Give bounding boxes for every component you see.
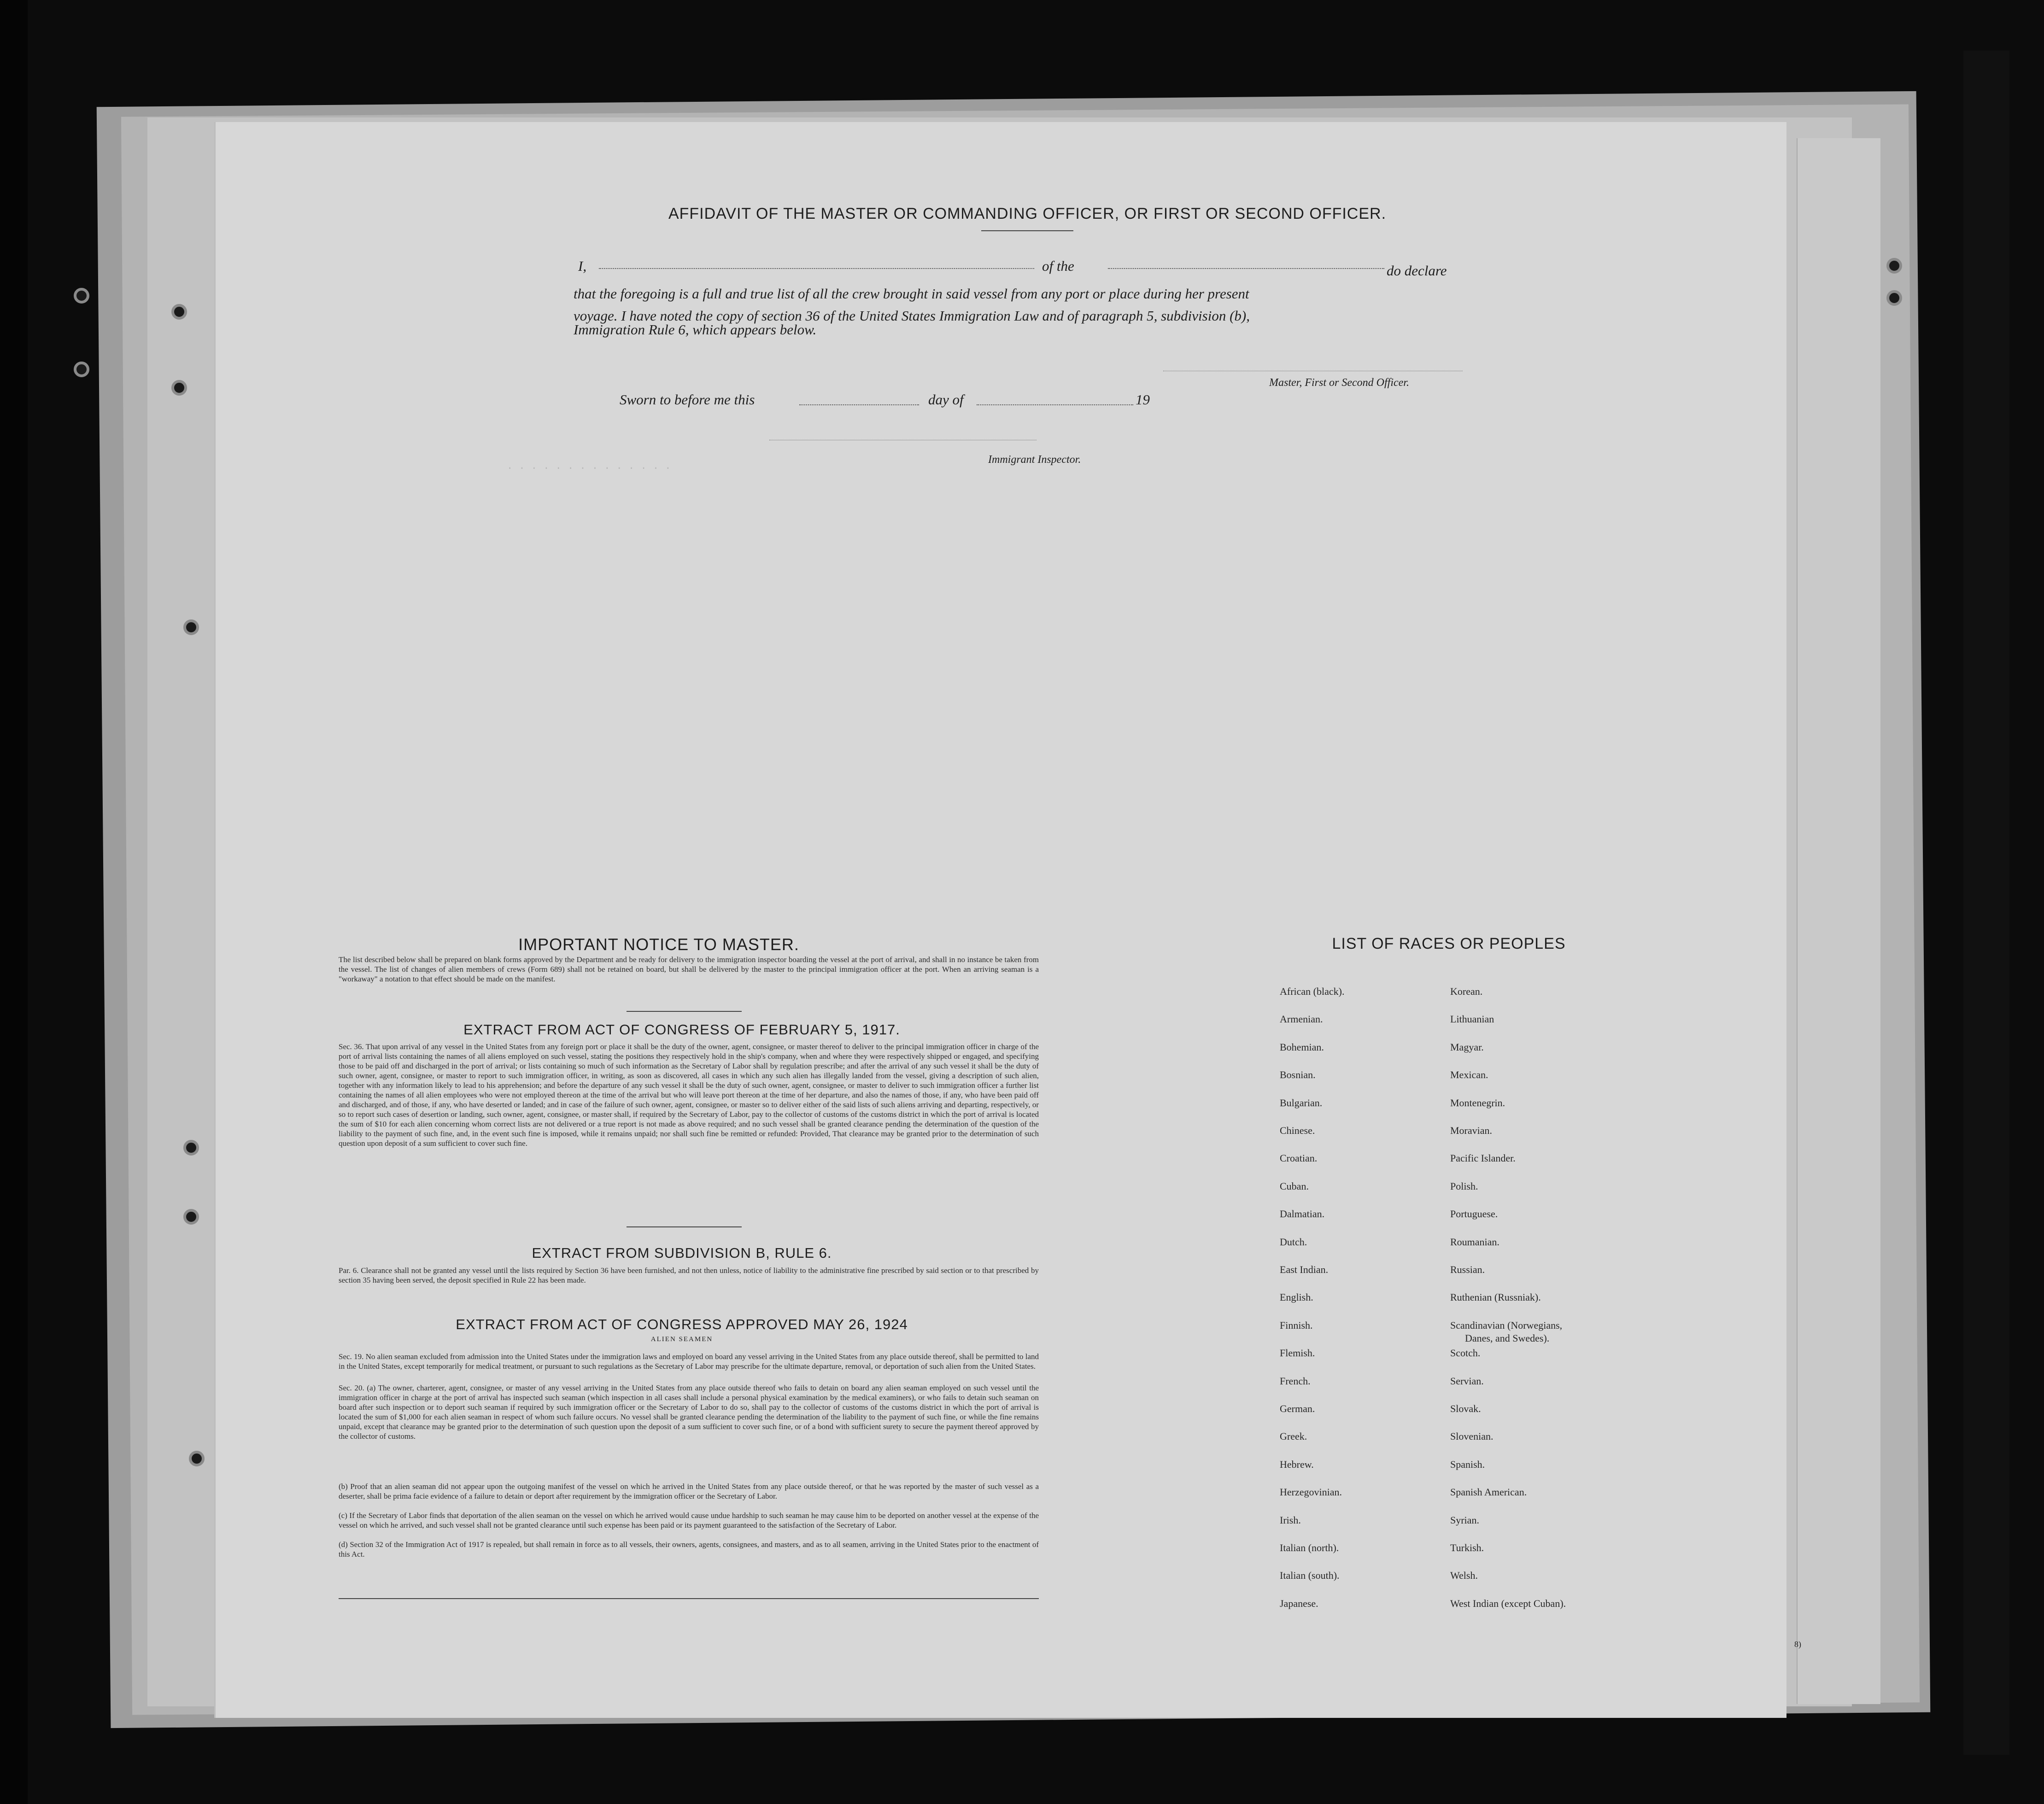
underlying-page-strip bbox=[1797, 138, 1880, 1704]
vessel-name-field[interactable] bbox=[1108, 268, 1384, 269]
race-item: Lithuanian bbox=[1450, 1013, 1494, 1025]
declarant-label: I, bbox=[578, 258, 587, 274]
race-item: Russian. bbox=[1450, 1264, 1485, 1275]
race-item: West Indian (except Cuban). bbox=[1450, 1597, 1566, 1609]
bottom-rule bbox=[339, 1598, 1039, 1599]
race-item: Finnish. bbox=[1280, 1319, 1313, 1331]
races-title: LIST OF RACES OR PEOPLES bbox=[1332, 935, 1566, 952]
race-item: Welsh. bbox=[1450, 1570, 1478, 1582]
punch-hole-icon bbox=[1886, 290, 1902, 306]
extract-1917-body: Sec. 36. That upon arrival of any vessel in the United States from any foreign port or place it shall be the duty of the owner, agent, consignee, or master thereof to deliver to the principal immigration officer in charge of the port of arrival lists containing the names of all aliens employed on such vessel, stating the positions they respectively hold in the ship's company, when and where they were respectively shipped or engaged, and specifying those to be paid off and discharged in the port of arrival; or lists containing so much of such information as the Secretary of Labor shall by regulation prescribe; and after the arrival of any such vessel it shall be the duty of such owner, agent, consignee, or master to report to such immigration officer, in writing, as soon as discovered, all cases in which any such alien has illegally landed from the vessel, giving a description of such alien, together with any information likely to lead to his apprehension; and before the departure of any such vessel it shall be the duty of such owner, agent, consignee, or master to deliver to such immigration officer a further list containing the names of all alien employees who were not employed thereon at the time of the arrival but who will leave port thereon at the time of her departure, and also the names of those, if any, who have been paid off and discharged, and of those, if any, who have deserted or landed; and in case of the failure of such owner, agent, consignee, or master so to deliver either of the said lists of such aliens arriving and departing, respectively, or so to report such cases of desertion or landing, such owner, agent, consignee, or master shall, if required by the Secretary of Labor, pay to the collector of customs of the customs district in which the port of arrival is located the sum of $10 for each alien concerning whom correct lists are not delivered or a true report is not made as above required; and no such vessel shall be granted clearance pending the determination of the question of the liability to the payment of such fine, and, in the event such fine is imposed, while it remains unpaid; nor shall such fine be remitted or refunded: Provided, That clearance may be granted prior to the determination of such question upon deposit of a sum sufficient to cover such fine. bbox=[339, 1042, 1039, 1148]
race-item: Flemish. bbox=[1280, 1347, 1315, 1359]
race-item: Armenian. bbox=[1280, 1013, 1323, 1025]
punch-hole-icon bbox=[171, 304, 187, 320]
notice-body: The list described below shall be prepared on blank forms approved by the Department and be ready for delivery to the immigration inspector boarding the vessel at the port of arrival, and shall in no instance be taken from the vessel. The list of changes of alien members of crews (Form 689) shall not be retained on board, but shall be delivered by the master to the principal immigration officer at the port. When an arriving seaman is a "workaway" a notation to that effect should be made on the manifest. bbox=[339, 955, 1039, 983]
extract-1924-sec20d: (d) Section 32 of the Immigration Act of 1917 is repealed, but shall remain in force as to all vessels, their owners, agents, consignees, and masters, and as to all seamen, arriving in the United States prior to the enactment of this Act. bbox=[339, 1540, 1039, 1559]
race-item: Dutch. bbox=[1280, 1236, 1307, 1248]
title-underline bbox=[981, 230, 1073, 231]
race-item: Cuban. bbox=[1280, 1180, 1309, 1192]
affidavit-line-3: Immigration Rule 6, which appears below. bbox=[574, 321, 817, 338]
affidavit-title: AFFIDAVIT OF THE MASTER OR COMMANDING OFFICER, OR FIRST OR SECOND OFFICER. bbox=[668, 205, 1387, 222]
extract-1924-sec20c: (c) If the Secretary of Labor finds that deportation of the alien seaman on the vessel on which he arrived would cause undue hardship to such seaman he may cause him to be deported on another vessel at the expense of the vessel on which he arrived, and such vessel shall not be granted clearance until such expense has been paid or its payment guaranteed to the satisfaction of the Secretary of Labor. bbox=[339, 1511, 1039, 1530]
vessel-label: of the bbox=[1042, 258, 1074, 274]
manifest-page bbox=[214, 122, 1786, 1718]
race-item-continuation: Danes, and Swedes). bbox=[1465, 1332, 1550, 1344]
punch-hole-icon bbox=[183, 1209, 199, 1225]
extract-rule6-title: EXTRACT FROM SUBDIVISION B, RULE 6. bbox=[532, 1245, 832, 1261]
race-item: English. bbox=[1280, 1291, 1313, 1303]
race-item: Moravian. bbox=[1450, 1125, 1493, 1136]
extract-1924-subtitle: ALIEN SEAMEN bbox=[650, 1336, 713, 1343]
punch-hole-icon bbox=[189, 1451, 205, 1466]
declarant-name-field[interactable] bbox=[599, 268, 1034, 269]
sworn-month-field[interactable] bbox=[977, 404, 1133, 405]
extract-1924-sec19: Sec. 19. No alien seaman excluded from admission into the United States under the immigration laws and employed on board any vessel arriving in the United States from any place outside thereof, shall be permitted to land in the United States, except temporarily for medical treatment, or pursuant to such regulations as the Secretary of Labor may prescribe for the ultimate departure, removal, or deportation of such alien from the United States. bbox=[339, 1352, 1039, 1371]
race-item: Irish. bbox=[1280, 1514, 1301, 1526]
day-of-label: day of bbox=[928, 391, 964, 408]
margin-mark: 8) bbox=[1794, 1640, 1801, 1649]
race-item: Turkish. bbox=[1450, 1542, 1484, 1553]
sworn-day-field[interactable] bbox=[799, 404, 919, 405]
race-item: Scotch. bbox=[1450, 1347, 1481, 1359]
extract-1924-sec20b: (b) Proof that an alien seaman did not appear upon the outgoing manifest of the vessel on which he arrived in the United States from any place outside thereof, or that he was reported by the master of such vessel as a deserter, shall be prima facie evidence of a failure to detain or deport after requirement by the immigration officer or the Secretary of Labor. bbox=[339, 1482, 1039, 1500]
race-item: Slovak. bbox=[1450, 1403, 1481, 1414]
divider bbox=[627, 1226, 742, 1227]
race-item: Spanish American. bbox=[1450, 1486, 1527, 1498]
race-item: Magyar. bbox=[1450, 1041, 1484, 1053]
race-item: Roumanian. bbox=[1450, 1236, 1499, 1248]
declare-label: do declare bbox=[1387, 263, 1447, 279]
race-item: African (black). bbox=[1280, 986, 1345, 997]
right-scan-border bbox=[1963, 51, 2009, 1755]
inspector-label: Immigrant Inspector. bbox=[988, 454, 1081, 466]
punch-hole-icon bbox=[1886, 258, 1902, 274]
race-item: Portuguese. bbox=[1450, 1208, 1498, 1220]
race-item: East Indian. bbox=[1280, 1264, 1329, 1275]
punch-hole-icon bbox=[183, 619, 199, 635]
race-item: Italian (north). bbox=[1280, 1542, 1339, 1553]
race-item: Polish. bbox=[1450, 1180, 1478, 1192]
race-item: Spanish. bbox=[1450, 1458, 1485, 1470]
punch-hole-icon bbox=[74, 288, 89, 304]
race-item: Servian. bbox=[1450, 1375, 1484, 1387]
race-item: Korean. bbox=[1450, 986, 1483, 997]
race-item: Italian (south). bbox=[1280, 1570, 1340, 1582]
punch-hole-icon bbox=[171, 380, 187, 396]
race-item: Croatian. bbox=[1280, 1152, 1318, 1164]
race-item: Ruthenian (Russniak). bbox=[1450, 1291, 1541, 1303]
divider bbox=[627, 1011, 742, 1012]
race-item: Bulgarian. bbox=[1280, 1097, 1323, 1109]
notice-title: IMPORTANT NOTICE TO MASTER. bbox=[518, 935, 799, 954]
sworn-label: Sworn to before me this bbox=[620, 391, 755, 408]
race-item: Pacific Islander. bbox=[1450, 1152, 1516, 1164]
extract-1917-title: EXTRACT FROM ACT OF CONGRESS OF FEBRUARY 5, 1917. bbox=[463, 1022, 900, 1038]
punch-hole-icon bbox=[183, 1140, 199, 1156]
affidavit-line-2: voyage. I have noted the copy of section 36 of the United States Immigration Law and of paragraph 5, subdivision (b), bbox=[574, 308, 1250, 324]
race-item: Herzegovinian. bbox=[1280, 1486, 1342, 1498]
race-item: Bohemian. bbox=[1280, 1041, 1324, 1053]
race-item: Scandinavian (Norwegians, bbox=[1450, 1319, 1563, 1331]
left-scan-border bbox=[0, 0, 28, 1804]
race-item: Hebrew. bbox=[1280, 1458, 1314, 1470]
race-item: French. bbox=[1280, 1375, 1311, 1387]
extract-1924-title: EXTRACT FROM ACT OF CONGRESS APPROVED MAY 26, 1924 bbox=[456, 1316, 908, 1332]
race-item: Dalmatian. bbox=[1280, 1208, 1325, 1220]
punch-hole-icon bbox=[74, 362, 89, 377]
race-item: Mexican. bbox=[1450, 1069, 1488, 1081]
race-item: Japanese. bbox=[1280, 1597, 1318, 1609]
race-item: German. bbox=[1280, 1403, 1315, 1414]
year-label: 19 bbox=[1136, 391, 1150, 408]
affidavit-line-1: that the foregoing is a full and true list of all the crew brought in said vessel from any port or place during her present bbox=[574, 286, 1249, 302]
extract-rule6-body: Par. 6. Clearance shall not be granted any vessel until the lists required by Section 36 have been furnished, and not then unless, notice of liability to the administrative fine prescribed by said section or to that prescribed by section 35 having been served, the deposit specified in Rule 22 has been made. bbox=[339, 1266, 1039, 1284]
officer-label: Master, First or Second Officer. bbox=[1269, 377, 1409, 389]
show-through-text: . . . . . . . . . . . . . . bbox=[507, 461, 671, 472]
race-item: Bosnian. bbox=[1280, 1069, 1316, 1081]
race-item: Chinese. bbox=[1280, 1125, 1315, 1136]
race-item: Slovenian. bbox=[1450, 1430, 1493, 1442]
race-item: Montenegrin. bbox=[1450, 1097, 1505, 1109]
extract-1924-sec20a: Sec. 20. (a) The owner, charterer, agent, consignee, or master of any vessel arriving in the United States from any place outside thereof who fails to detain on board any alien seaman employed on such vessel until the immigration officer in charge at the port of arrival has inspected such seaman (which inspection in all cases shall include a personal physical examination by the medical examiners), or who fails to detain such seaman on board after such inspection or to deport such seaman if required by such immigration officer or the Secretary of Labor to do so, shall pay to the collector of customs of the customs district in which the port of arrival is located the sum of $1,000 for each alien seaman in respect of whom such failure occurs. No vessel shall be granted clearance pending the determination of the liability to the payment of such fine, or while the fine remains unpaid, except that clearance may be granted prior to the determination of such question upon the deposit of a sum sufficient to cover such fine, or of a bond with sufficient surety to secure the payment thereof approved by the collector of customs. bbox=[339, 1384, 1039, 1441]
race-item: Syrian. bbox=[1450, 1514, 1479, 1526]
race-item: Greek. bbox=[1280, 1430, 1307, 1442]
